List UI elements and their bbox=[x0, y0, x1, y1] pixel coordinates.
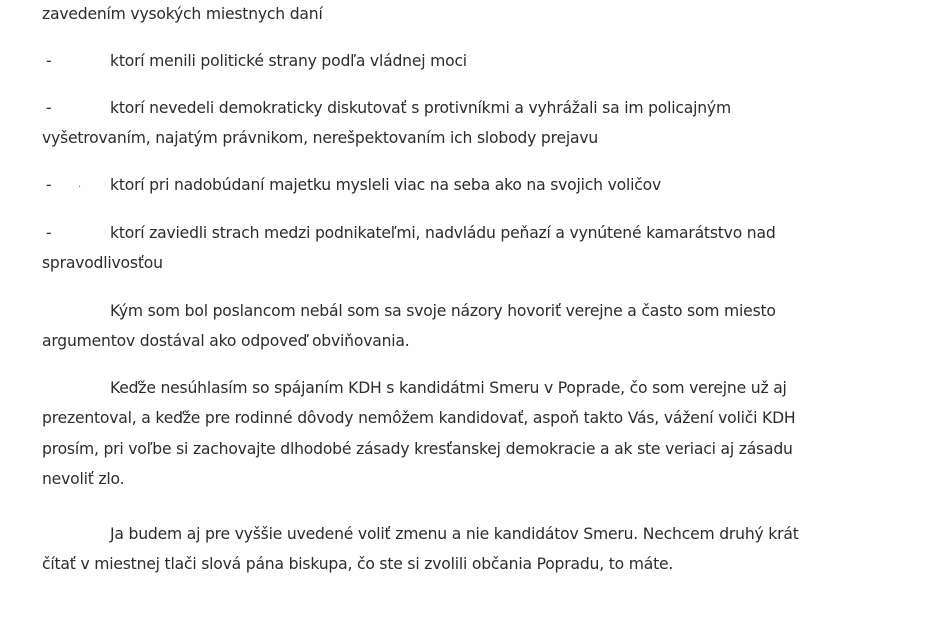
dash-marker: - bbox=[46, 224, 52, 242]
continuation-line: zavedením vysokých miestnych daní bbox=[42, 5, 323, 23]
paragraph-line: čítať v miestnej tlači slová pána biskupa, čo ste si zvolili občania Popradu, to máte. bbox=[42, 555, 674, 573]
bullet-text-line: ktorí pri nadobúdaní majetku mysleli viac na seba ako na svojich voličov bbox=[110, 176, 661, 194]
dash-marker: - bbox=[46, 176, 52, 194]
bullet-text-line: vyšetrovaním, najatým právnikom, nerešpektovaním ich slobody prejavu bbox=[42, 129, 599, 147]
bullet-text-line: ktorí zaviedli strach medzi podnikateľmi, nadvládu peňazí a vynútené kamarátstvo nad bbox=[110, 224, 776, 242]
bullet-text-line: ktorí nevedeli demokraticky diskutovať s protivníkmi a vyhrážali sa im policajným bbox=[110, 99, 731, 117]
bullet-text-line: spravodlivosťou bbox=[42, 254, 163, 272]
paragraph-line: Keďže nesúhlasím so spájaním KDH s kandidátmi Smeru v Poprade, čo som verejne už aj bbox=[110, 379, 787, 397]
bullet-text-line: ktorí menili politické strany podľa vládnej moci bbox=[110, 52, 467, 70]
paragraph-line: prosím, pri voľbe si zachovajte dlhodobé zásady kresťanskej demokracie a ak ste veriaci aj zásadu bbox=[42, 440, 793, 458]
paragraph-line: Kým som bol poslancom nebál som sa svoje názory hovoriť verejne a často som miesto bbox=[110, 302, 776, 320]
dash-marker: - bbox=[46, 99, 52, 117]
paragraph-line: nevoliť zlo. bbox=[42, 470, 125, 488]
paragraph-line: argumentov dostával ako odpoveď obviňovania. bbox=[42, 332, 410, 350]
paragraph-line: Ja budem aj pre vyššie uvedené voliť zmenu a nie kandidátov Smeru. Nechcem druhý krát bbox=[110, 525, 799, 543]
dash-marker: - bbox=[46, 52, 52, 70]
stray-mark: . bbox=[78, 179, 81, 190]
paragraph-line: prezentoval, a keďže pre rodinné dôvody nemôžem kandidovať, aspoň takto Vás, vážení voliči KDH bbox=[42, 409, 796, 427]
